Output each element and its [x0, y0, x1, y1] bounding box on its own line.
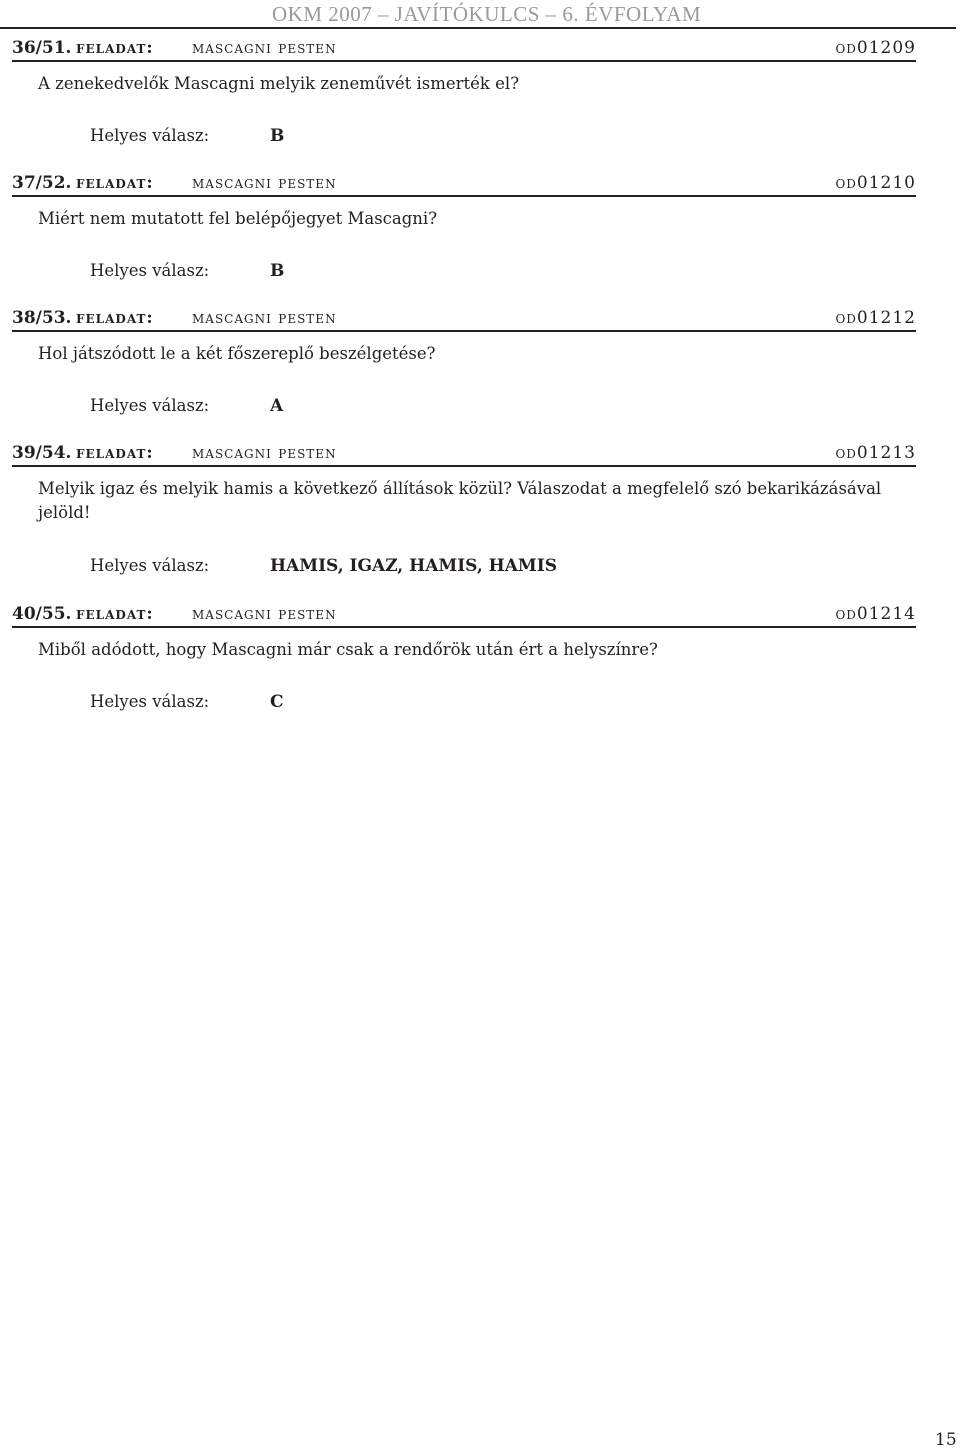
task-number: 39/54. [12, 443, 72, 463]
answer-value: HAMIS, IGAZ, HAMIS, HAMIS [270, 556, 557, 576]
task-question: Miért nem mutatott fel belépőjegyet Mascagni? [38, 209, 438, 228]
task-heading [12, 604, 916, 628]
task-heading [12, 308, 916, 332]
task-code: od01209 [835, 38, 916, 58]
task-topic: mascagni pesten [192, 604, 337, 624]
task-heading [12, 443, 916, 467]
task-code: od01210 [835, 173, 916, 193]
answer-label: Helyes válasz: [90, 692, 210, 711]
page-number: 15 [935, 1430, 957, 1450]
task-number: 36/51. [12, 38, 72, 58]
task-label: feladat: [76, 604, 154, 624]
task-heading [12, 38, 916, 62]
task-code: od01212 [835, 308, 916, 328]
answer-label: Helyes válasz: [90, 261, 210, 280]
task-code: od01214 [835, 604, 916, 624]
task-question: Miből adódott, hogy Mascagni már csak a rendőrök után ért a helyszínre? [38, 640, 658, 659]
task-number: 38/53. [12, 308, 72, 328]
task-topic: mascagni pesten [192, 173, 337, 193]
task-question: Melyik igaz és melyik hamis a következő állítások közül? Válaszodat a megfelelő szó bekarikázásával jelöld! [38, 479, 882, 522]
header-title: OKM 2007 – JAVÍTÓKULCS – 6. ÉVFOLYAM [272, 2, 702, 26]
task-label: feladat: [76, 443, 154, 463]
task-code: od01213 [835, 443, 916, 463]
answer-label: Helyes válasz: [90, 126, 210, 145]
task-label: feladat: [76, 173, 154, 193]
answer-value: B [270, 126, 285, 146]
page-header [0, 0, 956, 29]
task-label: feladat: [76, 38, 154, 58]
task-heading [12, 173, 916, 197]
task-question: Hol játszódott le a két főszereplő beszélgetése? [38, 344, 436, 363]
task-number: 37/52. [12, 173, 72, 193]
task-number: 40/55. [12, 604, 72, 624]
task-topic: mascagni pesten [192, 443, 337, 463]
answer-value: B [270, 261, 285, 281]
answer-label: Helyes válasz: [90, 396, 210, 415]
task-topic: mascagni pesten [192, 308, 337, 328]
task-label: feladat: [76, 308, 154, 328]
task-question: A zenekedvelők Mascagni melyik zeneművét ismerték el? [38, 74, 520, 93]
answer-label: Helyes válasz: [90, 556, 210, 575]
answer-value: A [270, 396, 284, 416]
answer-value: C [270, 692, 284, 712]
task-topic: mascagni pesten [192, 38, 337, 58]
